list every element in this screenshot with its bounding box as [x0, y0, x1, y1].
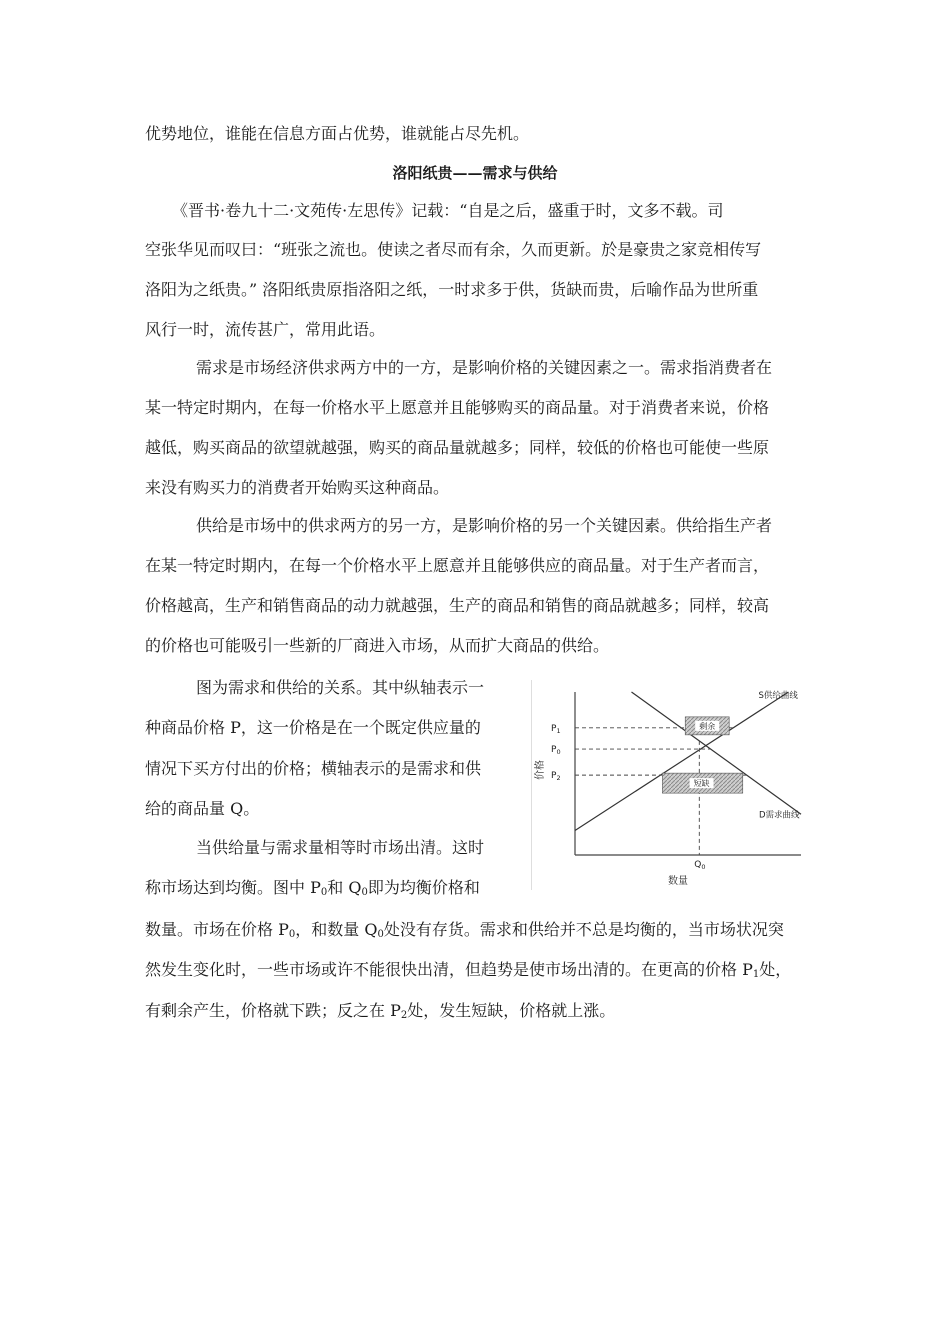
shortage-label: 短缺	[693, 779, 710, 789]
demand-line-3: 越低，购买商品的欲望就越强，购买的商品量就越多；同样，较低的价格也可能使一些原	[145, 438, 770, 457]
figure-text-line-1: 图为需求和供给的关系。其中纵轴表示一	[196, 678, 485, 697]
quote-line-2: 空张华见而叹曰：“班张之流也。使读之者尽而有余，久而更新。於是豪贵之家竞相传写	[145, 240, 762, 259]
y-axis-label: 价格	[535, 760, 546, 780]
supply-demand-chart	[531, 680, 821, 890]
figure-text-line-3: 情况下买方付出的价格；横轴表示的是需求和供	[145, 759, 482, 778]
supply-line-3: 价格越高，生产和销售商品的动力就越强，生产的商品和销售的商品就越多；同样，较高	[145, 596, 770, 615]
demand-line-1: 需求是市场经济供求两方中的一方，是影响价格的关键因素之一。需求指消费者在	[196, 358, 773, 377]
quote-line-4: 风行一时，流传甚广，常用此语。	[145, 320, 386, 339]
equilibrium-line-4: 然发生变化时，一些市场或许不能很快出清，但趋势是使市场出清的。在更高的价格 $P_1$处，	[145, 960, 792, 980]
supply-line-4: 的价格也可能吸引一些新的厂商进入市场，从而扩大商品的供给。	[145, 636, 610, 655]
surplus-label: 剩余	[699, 721, 716, 731]
figure-text-line-4: 给的商品量 Q。	[145, 799, 260, 818]
demand-line-2: 某一特定时期内，在每一价格水平上愿意并且能够购买的商品量。对于消费者来说，价格	[145, 398, 770, 417]
demand-curve	[632, 692, 802, 814]
supply-curve	[575, 692, 788, 831]
price-tick-label-2: $P_2$	[551, 771, 561, 783]
quote-line-3: 洛阳为之纸贵。” 洛阳纸贵原指洛阳之纸，一时求多于供，货缺而贵，后喻作品为世所重	[145, 280, 759, 299]
supply-demand-figure	[531, 680, 821, 890]
quantity-tick-label: $Q_0$	[694, 860, 706, 871]
demand-curve-label: D需求曲线	[759, 810, 800, 821]
equilibrium-line-5: 有剩余产生，价格就下跌；反之在 $P_2$处，发生短缺，价格就上涨。	[145, 1001, 616, 1021]
x-axis-label: 数量	[668, 876, 688, 887]
figure-text-line-2: 种商品价格 P，这一价格是在一个既定供应量的	[145, 718, 481, 737]
price-tick-label-0: $P_1$	[551, 723, 561, 735]
supply-curve-label: S供给曲线	[758, 691, 798, 701]
demand-line-4: 来没有购买力的消费者开始购买这种商品。	[145, 478, 450, 497]
price-tick-label-1: $P_0$	[551, 745, 561, 757]
equilibrium-line-1: 当供给量与需求量相等时市场出清。这时	[196, 838, 485, 857]
equilibrium-line-2: 称市场达到均衡。图中 $P_0$和 $Q_0$即为均衡价格和	[145, 878, 480, 898]
section-title: 洛阳纸贵——需求与供给	[392, 164, 558, 182]
supply-line-2: 在某一特定时期内，在每一个价格水平上愿意并且能够供应的商品量。对于生产者而言，	[145, 556, 770, 575]
quote-line-1: 《晋书·卷九十二·文苑传·左思传》记载：“自是之后，盛重于时，文多不载。司	[172, 201, 724, 220]
supply-line-1: 供给是市场中的供求两方的另一方，是影响价格的另一个关键因素。供给指生产者	[196, 516, 773, 535]
equilibrium-line-3: 数量。市场在价格 $P_0$，和数量 $Q_0$处没有存货。需求和供给并不总是均衡的，当市场状况突	[145, 920, 784, 940]
intro-tail-text: 优势地位，谁能在信息方面占优势，谁就能占尽先机。	[145, 124, 530, 143]
